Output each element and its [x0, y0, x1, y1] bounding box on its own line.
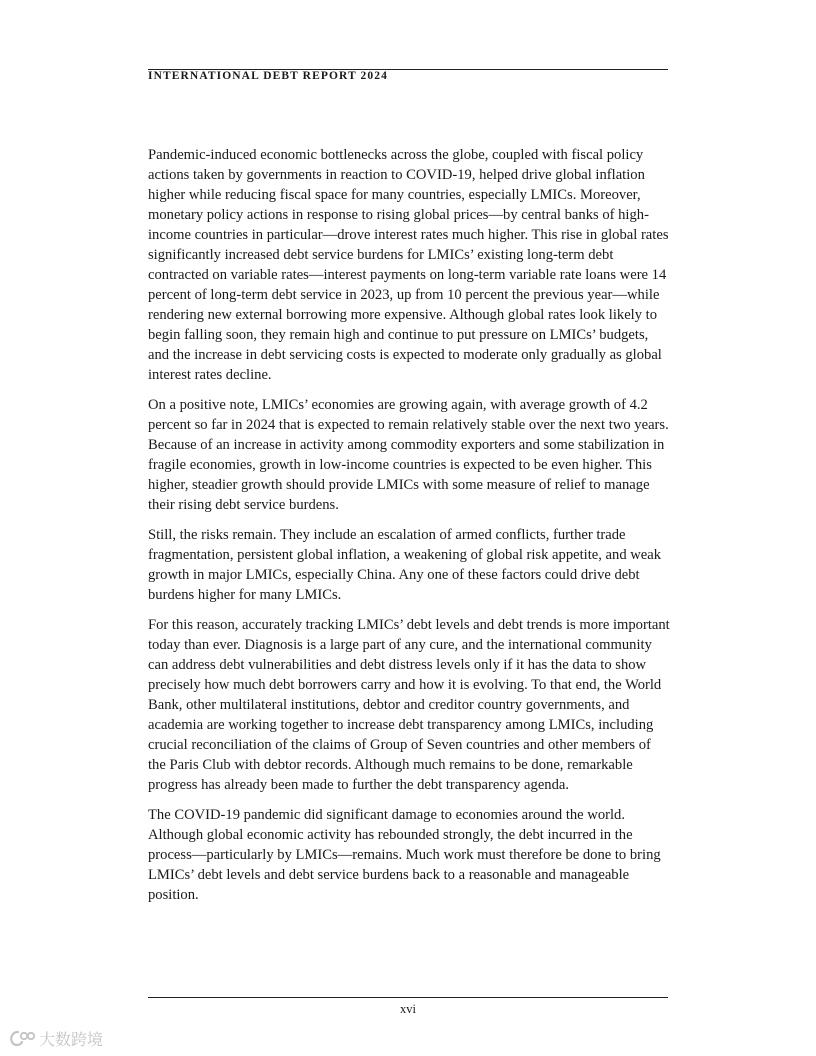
watermark-text: 大数跨境: [39, 1030, 104, 1049]
paragraph: Pandemic-induced economic bottlenecks across the globe, coupled with fiscal policy actions taken by governments in reaction to COVID-19, helped drive global inflation higher while reducing fiscal space for many countries, especially LMICs. Moreover, monetary policy actions in response to rising global prices—by central banks of high-income countries in particular—drove interest rates much higher. This rise in global rates significantly increased debt service burdens for LMICs’ existing long-term debt contracted on variable rates—interest payments on long-term variable rate loans were 14 percent of long-term debt service in 2023, up from 10 percent the previous year—while rendering new external borrowing more expensive. Although global rates look likely to begin falling soon, they remain high and continue to put pressure on LMICs’ budgets, and the increase in debt servicing costs is expected to moderate only gradually as global interest rates decline.: [148, 147, 669, 383]
paragraph: The COVID-19 pandemic did significant damage to economies around the world. Although global economic activity has rebounded strongly, the debt incurred in the process—particularly by LMICs—remains. Much work must therefore be done to bring LMICs’ debt levels and debt service burdens back to a reasonable and manageable position.: [148, 807, 661, 903]
watermark-logo-icon: [8, 1029, 36, 1049]
body-text: [148, 145, 670, 915]
footer-rule: [148, 997, 668, 998]
paragraph: For this reason, accurately tracking LMICs’ debt levels and debt trends is more important today than ever. Diagnosis is a large part of any cure, and the international community can address debt vulnerabilities and debt distress levels only if it has the data to show precisely how much debt borrowers carry and how it is evolving. To that end, the World Bank, other multilateral institutions, debtor and creditor country governments, and academia are working together to increase debt transparency among LMICs, including crucial reconciliation of the claims of Group of Seven countries and other members of the Paris Club with debtor records. Although much remains to be done, remarkable progress has already been made to further the debt transparency agenda.: [148, 617, 670, 793]
paragraph: Still, the risks remain. They include an escalation of armed conflicts, further trade fragmentation, persistent global inflation, a weakening of global risk appetite, and weak growth in major LMICs, especially China. Any one of these factors could drive debt burdens higher for many LMICs.: [148, 527, 662, 603]
running-header: INTERNATIONAL DEBT REPORT 2024: [148, 70, 388, 82]
watermark: [8, 1027, 103, 1050]
page-number: xvi: [400, 1002, 416, 1016]
paragraph: On a positive note, LMICs’ economies are growing again, with average growth of 4.2 percent so far in 2024 that is expected to remain relatively stable over the next two years. Because of an increase in activity among commodity exporters and some stabilization in fragile economies, growth in low-income countries is expected to be even higher. This higher, steadier growth should provide LMICs with some measure of relief to manage their rising debt service burdens.: [148, 397, 669, 513]
